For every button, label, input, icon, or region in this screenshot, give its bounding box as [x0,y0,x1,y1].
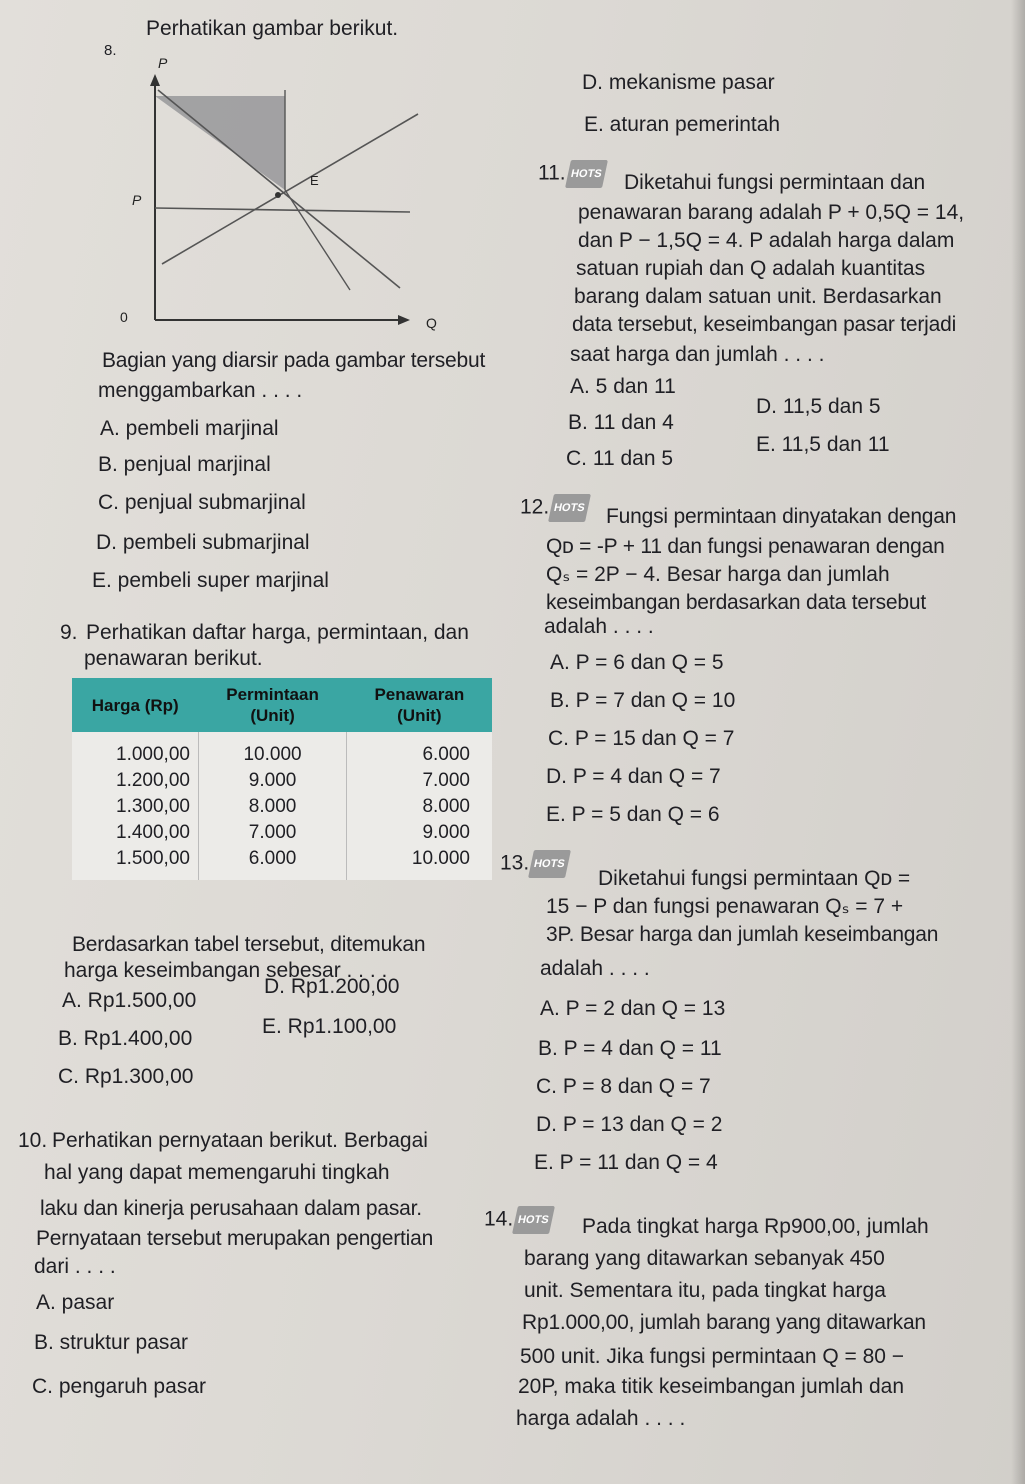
cell-permintaan: 6.000 [198,846,346,880]
q14-line3: unit. Sementara itu, pada tingkat harga [524,1279,886,1302]
y-axis-label: P [158,55,168,71]
q12-option-d[interactable]: D. P = 4 dan Q = 7 [546,765,721,788]
table-row [72,846,492,880]
q10-option-e[interactable]: E. aturan pemerintah [584,113,781,136]
q8-option-b[interactable]: B. penjual marjinal [98,453,271,476]
q13-number [500,850,574,878]
q11-line7: saat harga dan jumlah . . . . [570,343,825,366]
cell-permintaan: 8.000 [198,794,346,820]
price-label: P [132,192,142,208]
y-axis-arrow [150,74,160,86]
q8-number: 8. [104,42,117,59]
q14-line1: Pada tingkat harga Rp900,00, jumlah [582,1215,929,1238]
q11-option-e[interactable]: E. 11,5 dan 11 [756,433,890,456]
header-penawaran: Penawaran (Unit) [347,678,492,732]
equilibrium-label: E [310,173,319,188]
q11-line4: satuan rupiah dan Q adalah kuantitas [576,257,926,280]
shaded-area [155,96,285,190]
q12-option-b[interactable]: B. P = 7 dan Q = 10 [550,689,736,712]
price-line [155,208,410,212]
header-harga: Harga (Rp) [72,678,198,732]
header-permintaan: Permintaan (Unit) [198,678,346,732]
q13-option-d[interactable]: D. P = 13 dan Q = 2 [536,1113,723,1136]
q10-line1: Perhatikan pernyataan berikut. Berbagai [52,1129,428,1152]
q13-option-a[interactable]: A. P = 2 dan Q = 13 [540,997,726,1020]
cell-harga: 1.000,00 [72,732,198,768]
hots-badge: HOTS [528,850,571,878]
cell-harga: 1.400,00 [72,820,198,846]
cell-harga: 1.200,00 [72,768,198,794]
q12-line5: adalah . . . . [544,615,654,638]
q14-line4: Rp1.000,00, jumlah barang yang ditawarkan [522,1311,926,1334]
q10-option-a[interactable]: A. pasar [36,1291,115,1314]
q10-option-c[interactable]: C. pengaruh pasar [32,1375,206,1398]
table-row [72,820,492,846]
q9-number: 9. [60,621,78,644]
hots-badge: HOTS [512,1206,555,1234]
q12-line1: Fungsi permintaan dinyatakan dengan [606,505,957,528]
q12-line3: Qₛ = 2P − 4. Besar harga dan jumlah [546,563,890,586]
q11-option-c[interactable]: C. 11 dan 5 [566,447,674,470]
q11-line2: penawaran barang adalah P + 0,5Q = 14, [578,201,965,224]
q14-number-text: 14. [484,1207,514,1231]
q12-option-a[interactable]: A. P = 6 dan Q = 5 [550,651,724,674]
q11-number-text: 11. [538,161,566,185]
q11-line5: barang dalam satuan unit. Berdasarkan [574,285,942,308]
q8-question-line1: Bagian yang diarsir pada gambar tersebut [102,349,486,372]
q10-line4: Pernyataan tersebut merupakan pengertian [36,1227,434,1250]
cell-penawaran: 6.000 [347,732,492,768]
table-row [72,732,492,768]
q13-number-text: 13. [500,851,530,875]
q10-line3: laku dan kinerja perusahaan dalam pasar. [40,1197,422,1220]
q10-option-d[interactable]: D. mekanisme pasar [582,71,775,94]
q11-line1: Diketahui fungsi permintaan dan [624,171,926,194]
q10-line2: hal yang dapat memengaruhi tingkah [44,1161,390,1184]
table-row [72,768,492,794]
q8-option-c[interactable]: C. penjual submarjinal [98,491,306,514]
q14-line7: harga adalah . . . . [516,1407,686,1430]
q14-line6: 20P, maka titik keseimbangan jumlah dan [518,1375,905,1398]
q9-intro-line2: penawaran berikut. [84,647,263,670]
hots-badge: HOTS [548,494,591,522]
q14-number [484,1206,558,1234]
q13-line1: Diketahui fungsi permintaan Qᴅ = [598,867,911,890]
q9-option-c[interactable]: C. Rp1.300,00 [58,1065,194,1088]
q14-line5: 500 unit. Jika fungsi permintaan Q = 80 − [520,1345,905,1368]
q14-line2: barang yang ditawarkan sebanyak 450 [524,1247,885,1270]
q12-option-c[interactable]: C. P = 15 dan Q = 7 [548,727,735,750]
q8-intro: Perhatikan gambar berikut. [146,17,399,40]
supply-curve [162,114,418,264]
q9-option-a[interactable]: A. Rp1.500,00 [62,989,197,1012]
q8-question-line2: menggambarkan . . . . [98,379,303,402]
cell-harga: 1.300,00 [72,794,198,820]
cell-permintaan: 7.000 [198,820,346,846]
q9-question-line1: Berdasarkan tabel tersebut, ditemukan [72,933,426,956]
cell-penawaran: 10.000 [347,846,492,880]
cell-permintaan: 10.000 [198,732,346,768]
q10-option-b[interactable]: B. struktur pasar [34,1331,189,1354]
q11-option-a[interactable]: A. 5 dan 11 [570,375,676,398]
q12-option-e[interactable]: E. P = 5 dan Q = 6 [546,803,720,826]
q12-line2: Qᴅ = -P + 11 dan fungsi penawaran dengan [546,535,945,558]
cell-penawaran: 8.000 [347,794,492,820]
q9-option-e[interactable]: E. Rp1.100,00 [262,1015,397,1038]
q9-intro-line1: Perhatikan daftar harga, permintaan, dan [86,621,469,644]
q13-line2: 15 − P dan fungsi penawaran Qₛ = 7 + [546,895,904,918]
q9-option-d[interactable]: D. Rp1.200,00 [264,975,400,998]
x-axis-label: Q [426,315,437,331]
q12-line4: keseimbangan berdasarkan data tersebut [546,591,926,614]
cell-harga: 1.500,00 [72,846,198,880]
equilibrium-point [275,192,281,198]
q13-option-b[interactable]: B. P = 4 dan Q = 11 [538,1037,722,1060]
hots-badge: HOTS [565,160,608,188]
q11-option-d[interactable]: D. 11,5 dan 5 [756,395,881,418]
q13-line3: 3P. Besar harga dan jumlah keseimbangan [546,923,939,946]
q8-option-e[interactable]: E. pembeli super marjinal [92,569,329,592]
cell-permintaan: 9.000 [198,768,346,794]
q10-number: 10. [18,1129,48,1152]
q13-option-e[interactable]: E. P = 11 dan Q = 4 [534,1151,718,1174]
q13-option-c[interactable]: C. P = 8 dan Q = 7 [536,1075,711,1098]
q11-option-b[interactable]: B. 11 dan 4 [568,411,674,434]
q12-number-text: 12. [520,495,550,519]
q11-number [538,160,610,188]
supply-demand-graph [100,50,440,340]
q9-question-line2: harga keseimbangan sebesar . . . . [64,959,388,982]
q10-line5: dari . . . . [34,1255,116,1278]
table-row [72,794,492,820]
q8-option-a[interactable]: A. pembeli marjinal [100,417,279,440]
cell-penawaran: 9.000 [347,820,492,846]
q9-option-b[interactable]: B. Rp1.400,00 [58,1027,193,1050]
q13-line4: adalah . . . . [540,957,650,980]
table-header-row [72,678,492,732]
origin-label: 0 [120,309,128,325]
q11-line6: data tersebut, keseimbangan pasar terjadi [572,313,957,336]
q12-number [520,494,594,522]
cell-penawaran: 7.000 [347,768,492,794]
q11-line3: dan P − 1,5Q = 4. P adalah harga dalam [578,229,955,252]
q8-option-d[interactable]: D. pembeli submarjinal [96,531,310,554]
x-axis-arrow [398,315,410,325]
price-table [72,678,492,880]
